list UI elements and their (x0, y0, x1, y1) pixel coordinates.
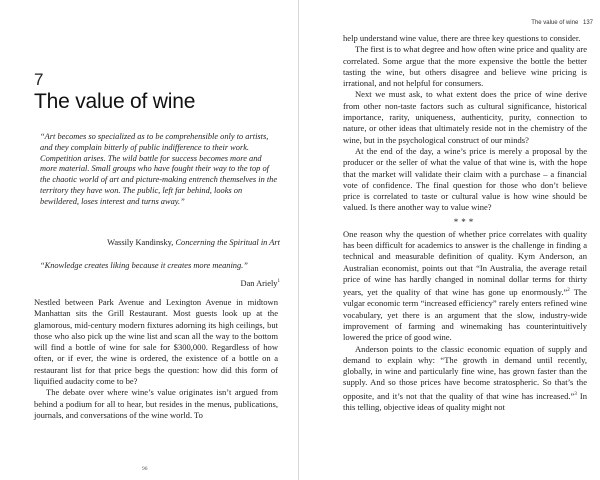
footnote-marker: 2 (567, 288, 570, 294)
body-paragraph: At the end of the day, a wine’s price is merely a proposal by the producer or the seller of what the value of that wine is, with the hope that the market will validate their claim with a purchase – a financial vote of confidence. The final question for those who don’t believe price is correlated to taste or cultural value is how wine should be valued. Is there another way to value wine? (343, 145, 587, 213)
running-head (503, 20, 593, 26)
footnote-marker: 3 (574, 391, 577, 397)
right-page (301, 0, 600, 480)
paragraph-text: The vulgar economic term “increased efficiency” rarely enters refined wine vocabulary, yet there is an argument that the slow, industry-wide improvement of farming and winemaking has counterintuitively lowered the price of good wine. (343, 287, 587, 343)
epigraph-ariely-attribution (40, 277, 280, 289)
paragraph-text: Anderson points to the classic economic equation of supply and demand to explain why: “The growth in demand until recently, globally, in wine and particularly fine wine, has grown faster than the supply. And so those prices have become stratospheric. So that’s the opposite, and it’s not that the quality of that wine has increased.” (343, 343, 587, 401)
body-paragraph: Nestled between Park Avenue and Lexington Avenue in midtown Manhattan sits the Grill Restaurant. Most guests look up at the glamorous, mid-century modern fixtures adorning its high ceilings, but those who also pick up the wine list and scan all the way to the bottom will find a bottle of wine for sale for $300,000. Regardless of how often, or if ever, the wine is ordered, the existence of a bottle on a restaurant list for that price begs the question: how did this form of liquified audacity come to be? (34, 297, 278, 387)
epigraph-work-title: Concerning the Spiritual in Art (175, 238, 280, 247)
body-paragraph (343, 344, 587, 414)
page-number: 137 (582, 20, 593, 26)
epigraph-kandinsky: “Art becomes so specialized as to be comprehensible only to artists, and they complain bitterly of public indifference to their work. Competition arises. The wild battle for success becomes more and more material. Small groups who have fought their way to the top of the chaotic world of art and picture-making entrench themselves in the territory they have won. The public, left far behind, looks on bewildered, loses interest and turns away.” (40, 132, 278, 206)
body-paragraph: The first is to what degree and how often wine price and quality are correlated. Some argue that the more expensive the bottle the better tasting the wine, but others disagree and believe wine pricing is irrational, and not helpful for consumers. (343, 44, 587, 89)
section-break: *** (453, 216, 477, 227)
right-body-text (343, 33, 587, 413)
chapter-number: 7 (34, 70, 44, 89)
epigraph-ariely: “Knowledge creates liking because it creates more meaning.” (40, 261, 248, 270)
body-paragraph: The debate over where wine’s value originates isn’t argued from behind a podium for all to hear, but resides in the menus, publications, journals, and conversations of the wine world. To (34, 387, 278, 420)
paragraph-text: One reason why the question of whether price correlates with quality has been difficult for academics to answer is the challenge in finding a technical and measurable definition of quality. Kym Anderson, an Australian economist, points out that “In Australia, the average retail price of wine has hardly changed in nominal dollar terms for thirty years, yet the quality of that wine has gone up enormously.” (343, 228, 587, 298)
paragraph-text: In this telling, objective ideas of quality might not (343, 390, 587, 412)
left-page (0, 0, 299, 480)
footnote-marker: 1 (277, 279, 280, 284)
body-paragraph: Next we must ask, to what extent does the price of wine derive from other non-taste factors such as cultural significance, historical importance, rarity, uniqueness, authenticity, purity, connection to nature, or other ideas that ultimately reside not in the chemistry of the wine, but in the psychological construct of our minds? (343, 89, 587, 145)
body-paragraph: help understand wine value, there are three key questions to consider. (343, 33, 581, 43)
page-number: 96 (142, 466, 148, 472)
body-paragraph (343, 229, 587, 344)
left-body-text (34, 297, 278, 421)
running-head-title: The value of wine (531, 20, 579, 26)
chapter-title: The value of wine (34, 90, 196, 113)
epigraph-author: Wassily Kandinsky, (107, 238, 174, 247)
epigraph-author: Dan Ariely (240, 278, 278, 288)
epigraph-kandinsky-attribution (40, 238, 280, 248)
